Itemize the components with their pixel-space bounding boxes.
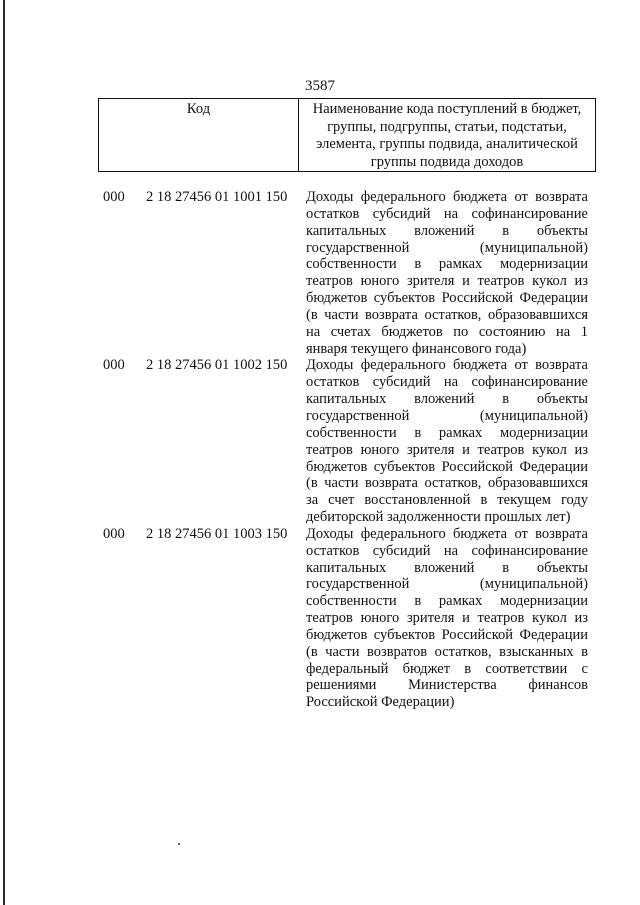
header-name-label: Наименование кода поступлений в бюджет, группы, подгруппы, статьи, подстатьи, элемента, группы подвида, аналитической группы подвида доходов [312, 101, 582, 170]
income-description: Доходы федерального бюджета от возврата остатков субсидий на софинансирование капитальных вложений в объекты государственной (муниципальной) собственности в рамках модернизации театров юного зрителя и театров кукол из бюджетов субъектов Российской Федерации (в части возвратов остатков, взысканных в федеральный бюджет в соответствии с решениями Министерства финансов Российской Федерации) [306, 525, 588, 711]
admin-code: 000 [103, 525, 125, 542]
scan-speck [178, 843, 180, 845]
income-code: 2 18 27456 01 1001 150 [146, 189, 288, 205]
admin-code: 000 [103, 189, 125, 205]
page-number: 3587 [305, 78, 335, 94]
income-code: 2 18 27456 01 1003 150 [146, 525, 288, 542]
income-code-list [0, 189, 640, 711]
header-code-label: Код [99, 99, 299, 171]
table-header [98, 98, 596, 172]
income-code: 2 18 27456 01 1002 150 [146, 357, 288, 374]
income-description: Доходы федерального бюджета от возврата остатков субсидий на софинансирование капитальных вложений в объекты государственной (муниципальной) собственности в рамках модернизации театров юного зрителя и театров кукол из бюджетов субъектов Российской Федерации (в части возврата остатков, образовавшихся за счет восстановленной в текущем году дебиторской задолженности прошлых лет) [306, 357, 588, 526]
income-description: Доходы федерального бюджета от возврата остатков субсидий на софинансирование капитальных вложений в объекты государственной (муниципальной) собственности в рамках модернизации театров юного зрителя и театров кукол из бюджетов субъектов Российской Федерации (в части возврата остатков, образовавшихся на счетах бюджетов по состоянию на 1 января текущего финансового года) [306, 189, 588, 357]
table-row [0, 357, 640, 525]
table-row [0, 189, 640, 357]
table-row [0, 526, 640, 711]
admin-code: 000 [103, 357, 125, 374]
